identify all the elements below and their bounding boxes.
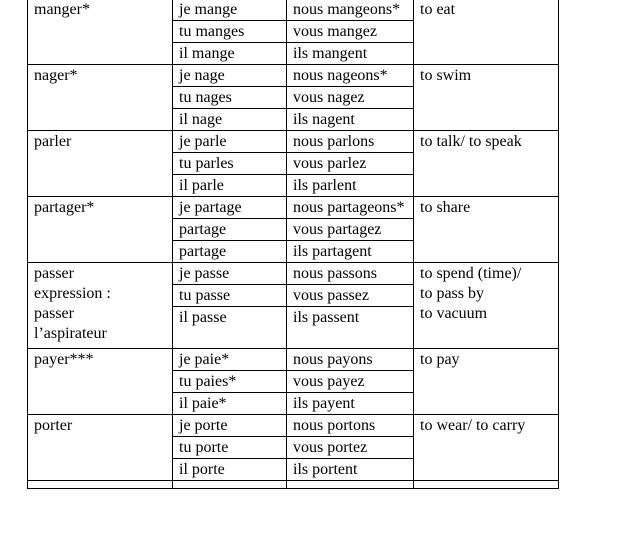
table-row xyxy=(28,415,559,437)
conjugation-cell: je porte xyxy=(173,415,287,437)
conjugation-cell: nous payons xyxy=(287,349,414,371)
conjugation-cell: je partage xyxy=(173,197,287,219)
conjugation-cell: nous portons xyxy=(287,415,414,437)
conjugation-cell: vous passez xyxy=(287,285,414,307)
conjugation-cell: ils nagent xyxy=(287,109,414,131)
conjugation-cell: je passe xyxy=(173,263,287,285)
table-row xyxy=(28,65,559,87)
conjugation-cell: il nage xyxy=(173,109,287,131)
conjugation-cell: il passe xyxy=(173,307,287,349)
conjugation-table xyxy=(27,0,559,489)
table-row xyxy=(28,197,559,219)
conjugation-cell: tu passe xyxy=(173,285,287,307)
meaning-cell: to talk/ to speak xyxy=(414,131,559,197)
meaning-cell: to wear/ to carry xyxy=(414,415,559,481)
conjugation-cell: nous mangeons* xyxy=(287,0,414,21)
conjugation-cell: je paie* xyxy=(173,349,287,371)
infinitive-cell: parler xyxy=(28,131,173,197)
conjugation-cell: ils passent xyxy=(287,307,414,349)
expression-label: expression : xyxy=(34,285,111,302)
conjugation-cell: nous parlons xyxy=(287,131,414,153)
conjugation-cell: partage xyxy=(173,241,287,263)
meaning-cell: to pay xyxy=(414,349,559,415)
conjugation-cell: il mange xyxy=(173,43,287,65)
conjugation-cell: nous nageons* xyxy=(287,65,414,87)
table-row xyxy=(28,0,559,21)
conjugation-cell: vous portez xyxy=(287,437,414,459)
infinitive-text: passer xyxy=(34,265,74,282)
meaning-text: to spend (time)/ xyxy=(420,265,522,282)
conjugation-cell: il parle xyxy=(173,175,287,197)
meaning-cell xyxy=(414,263,559,349)
meaning-cell: to swim xyxy=(414,65,559,131)
conjugation-cell: je mange xyxy=(173,0,287,21)
conjugation-cell: nous passons xyxy=(287,263,414,285)
meaning-text: to pass by xyxy=(420,285,484,302)
conjugation-cell: ils mangent xyxy=(287,43,414,65)
table-row xyxy=(28,481,559,489)
table-row xyxy=(28,131,559,153)
conjugation-cell: vous mangez xyxy=(287,21,414,43)
expression-text: l’aspirateur xyxy=(34,325,107,342)
conjugation-cell: je nage xyxy=(173,65,287,87)
expression-text: passer xyxy=(34,305,74,322)
infinitive-cell: payer*** xyxy=(28,349,173,415)
infinitive-cell: manger* xyxy=(28,0,173,65)
conjugation-cell: tu nages xyxy=(173,87,287,109)
conjugation-cell: il porte xyxy=(173,459,287,481)
conjugation-cell: ils portent xyxy=(287,459,414,481)
conjugation-cell: ils payent xyxy=(287,393,414,415)
infinitive-cell: nager* xyxy=(28,65,173,131)
conjugation-cell: vous nagez xyxy=(287,87,414,109)
table-cell xyxy=(173,481,287,489)
meaning-text: to vacuum xyxy=(420,305,488,322)
conjugation-cell: tu porte xyxy=(173,437,287,459)
table-cell xyxy=(28,481,173,489)
conjugation-cell: ils parlent xyxy=(287,175,414,197)
conjugation-cell: tu manges xyxy=(173,21,287,43)
table-cell xyxy=(414,481,559,489)
conjugation-cell: partage xyxy=(173,219,287,241)
table-row xyxy=(28,263,559,285)
conjugation-cell: ils partagent xyxy=(287,241,414,263)
conjugation-cell: il paie* xyxy=(173,393,287,415)
conjugation-cell: nous partageons* xyxy=(287,197,414,219)
conjugation-cell: vous payez xyxy=(287,371,414,393)
infinitive-cell: partager* xyxy=(28,197,173,263)
conjugation-cell: vous parlez xyxy=(287,153,414,175)
infinitive-cell: porter xyxy=(28,415,173,481)
table-cell xyxy=(287,481,414,489)
meaning-cell: to eat xyxy=(414,0,559,65)
conjugation-cell: tu parles xyxy=(173,153,287,175)
conjugation-cell: je parle xyxy=(173,131,287,153)
conjugation-cell: vous partagez xyxy=(287,219,414,241)
infinitive-cell xyxy=(28,263,173,349)
meaning-cell: to share xyxy=(414,197,559,263)
table-row xyxy=(28,349,559,371)
conjugation-cell: tu paies* xyxy=(173,371,287,393)
